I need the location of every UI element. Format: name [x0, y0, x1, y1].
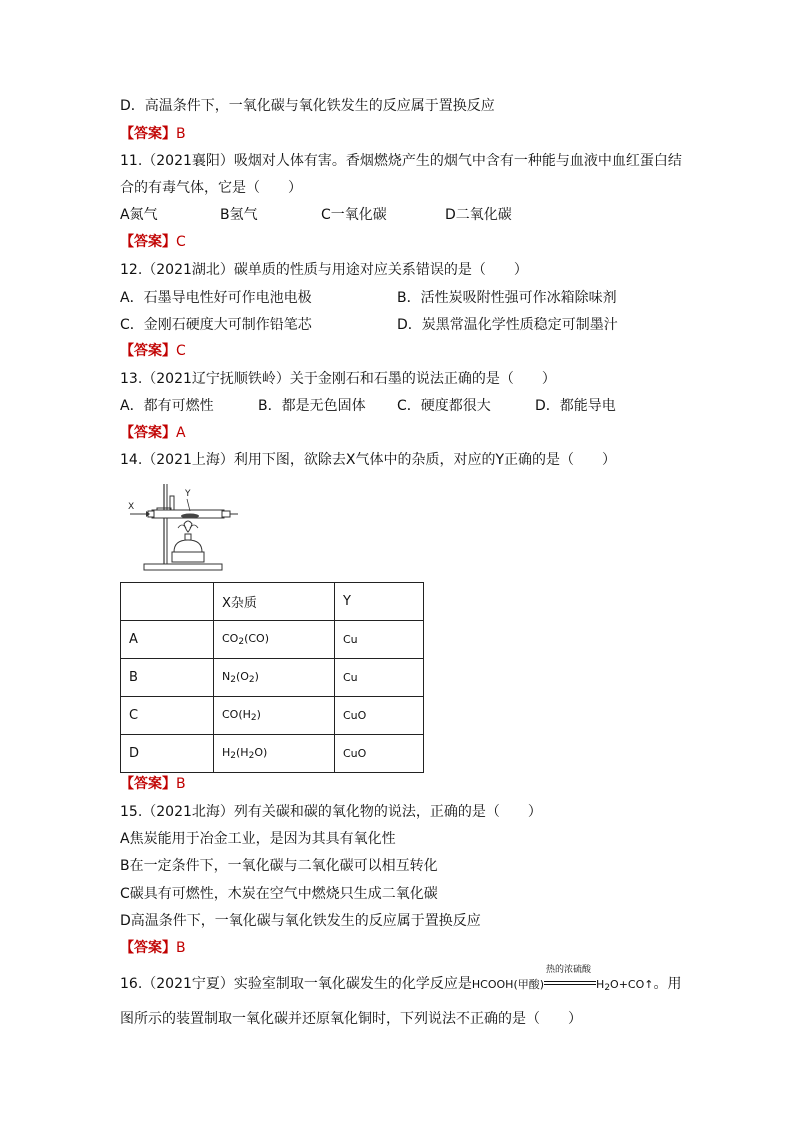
answer-label: 【答案】 [120, 234, 176, 250]
q13-stem: 13.（2021辽宁抚顺铁岭）关于金刚石和石墨的说法正确的是（ ） [120, 371, 556, 387]
q12-option-b: B．活性炭吸附性强可作冰箱除味剂 [397, 290, 617, 306]
q13-option-d: D．都能导电 [535, 398, 616, 414]
q15-answer [120, 938, 186, 958]
reaction-arrow [544, 965, 596, 991]
formula-part: CO(H [222, 708, 251, 721]
answer-value: C [176, 234, 186, 250]
q11-answer [120, 232, 186, 252]
formula-left: HCOOH(甲酸) [471, 978, 545, 991]
table-row [121, 659, 424, 697]
arrow-line [544, 981, 596, 982]
q11-option-d: D二氧化碳 [445, 207, 512, 223]
q16-stem-line2: 图所示的装置制取一氧化碳并还原氧化铜时，下列说法不正确的是（ ） [120, 1011, 582, 1027]
q12-option-a: A．石墨导电性好可作电池电极 [120, 290, 312, 306]
q16-stem-line1 [120, 965, 682, 998]
table-header-cell: X杂质 [214, 583, 335, 621]
table-cell-impurity [214, 697, 335, 735]
table-cell-option: A [121, 621, 214, 659]
q15-option-a: A焦炭能用于冶金工业，是因为其具有氧化性 [120, 831, 396, 847]
answer-label: 【答案】 [120, 126, 176, 142]
q14-table [120, 582, 424, 773]
q14-stem: 14.（2021上海）利用下图，欲除去X气体中的杂质，对应的Y正确的是（ ） [120, 452, 617, 468]
table-cell-option: C [121, 697, 214, 735]
q15-option-d: D高温条件下，一氧化碳与氧化铁发生的反应属于置换反应 [120, 913, 481, 929]
q16-stem-post: 。用 [653, 976, 682, 992]
table-cell-impurity [214, 659, 335, 697]
q13-option-c: C．硬度都很大 [397, 398, 491, 414]
answer-label: 【答案】 [120, 425, 176, 441]
q10-option-d: D．高温条件下，一氧化碳与氧化铁发生的反应属于置换反应 [120, 98, 495, 114]
table-row [121, 735, 424, 773]
answer-value: A [176, 425, 186, 441]
formula-part: H [596, 978, 605, 991]
formula-part: (O [235, 670, 249, 683]
formula-subscript: 2 [248, 751, 255, 761]
formula-subscript: 2 [250, 713, 257, 723]
q16-stem-pre: 16.（2021宁夏）实验室制取一氧化碳发生的化学反应是 [120, 976, 472, 992]
q13-answer [120, 423, 186, 443]
table-cell-y: Cu [335, 659, 424, 697]
answer-label: 【答案】 [120, 940, 176, 956]
formula-part: CO [222, 632, 239, 645]
q14-answer [120, 774, 186, 794]
formula-subscript: 2 [230, 751, 237, 761]
formula-part: ) [256, 708, 261, 721]
table-cell-option: D [121, 735, 214, 773]
answer-value: B [176, 776, 186, 792]
q12-answer [120, 341, 186, 361]
table-row [121, 621, 424, 659]
q11-option-b: B氢气 [220, 207, 258, 223]
table-cell-y: CuO [335, 735, 424, 773]
reaction-condition: 热的浓硫酸 [546, 965, 592, 975]
q11-option-c: C一氧化碳 [321, 207, 387, 223]
q13-option-b: B．都是无色固体 [258, 398, 366, 414]
formula-part: N [222, 670, 231, 683]
formula-subscript: 2 [604, 983, 611, 993]
q15-option-b: B在一定条件下，一氧化碳与二氧化碳可以相互转化 [120, 858, 438, 874]
formula-right [596, 978, 653, 991]
q13-option-a: A．都有可燃性 [120, 398, 214, 414]
formula-subscript: 2 [248, 675, 255, 685]
arrow-line [544, 984, 596, 985]
apparatus-figure [124, 480, 244, 576]
table-cell-option: B [121, 659, 214, 697]
table-cell-impurity [214, 621, 335, 659]
q11-stem-line2: 合的有毒气体，它是（ ） [120, 180, 302, 196]
formula-part: O+CO↑ [610, 978, 654, 991]
formula-subscript: 2 [238, 637, 245, 647]
formula-subscript: 2 [230, 675, 236, 685]
y-label: Y [185, 489, 191, 499]
formula-part: ) [254, 670, 259, 683]
q12-option-d: D．炭黑常温化学性质稳定可制墨汁 [397, 317, 618, 333]
q11-stem-line1: 11.（2021襄阳）吸烟对人体有害。香烟燃烧产生的烟气中含有一种能与血液中血红蛋白结 [120, 153, 682, 169]
q15-stem: 15.（2021北海）列有关碳和碳的氧化物的说法，正确的是（ ） [120, 804, 542, 820]
q15-option-c: C碳具有可燃性，木炭在空气中燃烧只生成二氧化碳 [120, 886, 438, 902]
table-header-cell: Y [335, 583, 424, 621]
table-row [121, 697, 424, 735]
x-label: X [128, 502, 135, 512]
table-header-row [121, 583, 424, 621]
answer-label: 【答案】 [120, 776, 176, 792]
table-cell-y: Cu [335, 621, 424, 659]
answer-label: 【答案】 [120, 343, 176, 359]
q12-stem: 12.（2021湖北）碳单质的性质与用途对应关系错误的是（ ） [120, 262, 528, 278]
formula-part: (H [236, 746, 249, 759]
formula-part: H [222, 746, 231, 759]
q10-answer [120, 124, 186, 144]
q11-option-a: A氮气 [120, 207, 158, 223]
formula-part: O) [254, 746, 268, 759]
formula-part: (CO) [244, 632, 269, 645]
answer-value: B [176, 126, 186, 142]
q12-option-c: C．金刚石硬度大可制作铅笔芯 [120, 317, 312, 333]
answer-value: B [176, 940, 186, 956]
table-cell-y: CuO [335, 697, 424, 735]
table-header-cell [121, 583, 214, 621]
answer-value: C [176, 343, 186, 359]
table-cell-impurity [214, 735, 335, 773]
